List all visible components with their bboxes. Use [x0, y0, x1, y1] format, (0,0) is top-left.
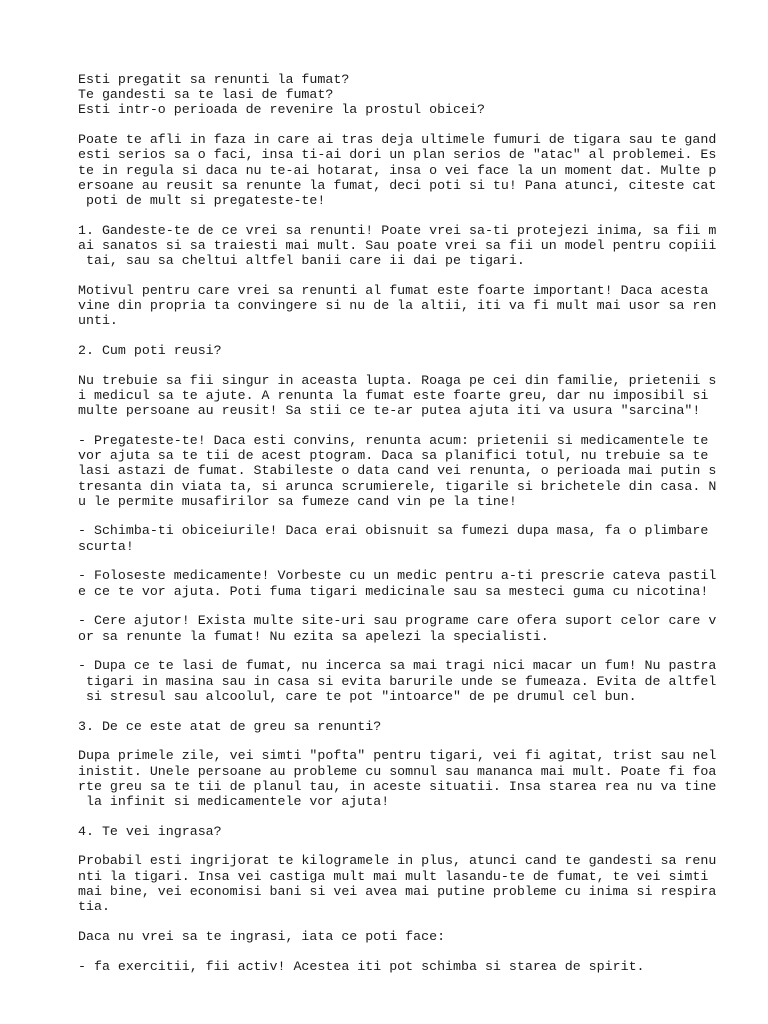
text-line: e ce te vor ajuta. Poti fuma tigari medicinale sau sa mesteci guma cu nicotina! — [78, 583, 709, 599]
text-line: mai bine, vei economisi bani si vei avea mai putine probleme cu inima si respira — [78, 883, 717, 899]
text-line: nti la tigari. Insa vei castiga mult mai mult lasandu-te de fumat, te vei simti — [78, 868, 709, 884]
text-line: Daca nu vrei sa te ingrasi, iata ce poti face: — [78, 928, 446, 944]
text-line: tresanta din viata ta, si arunca scrumierele, tigarile si brichetele din casa. N — [78, 478, 717, 494]
text-line: inistit. Unele persoane au probleme cu somnul sau mananca mai mult. Poate fi foa — [78, 763, 717, 779]
text-line: Te gandesti sa te lasi de fumat? — [78, 87, 334, 103]
text-line: unti. — [78, 313, 118, 329]
text-line: lasi astazi de fumat. Stabileste o data cand vei renunta, o perioada mai putin s — [78, 463, 717, 479]
paragraph — [78, 824, 758, 839]
document-body — [78, 72, 758, 988]
text-line: Motivul pentru care vrei sa renunti al fumat este foarte important! Daca acesta — [78, 282, 709, 298]
text-line: 2. Cum poti reusi? — [78, 343, 222, 358]
text-line: or sa renunte la fumat! Nu ezita sa apelezi la specialisti. — [78, 628, 549, 644]
text-line: - Schimba-ti obiceiurile! Daca erai obisnuit sa fumezi dupa masa, fa o plimbare — [78, 523, 709, 539]
paragraph — [78, 853, 758, 914]
text-line: tai, sau sa cheltui altfel banii care ii dai pe tigari. — [78, 253, 525, 269]
paragraph — [78, 373, 758, 419]
text-line: tigari in masina sau in casa si evita barurile unde se fumeaza. Evita de altfel — [78, 673, 717, 689]
text-line: - Pregateste-te! Daca esti convins, renunta acum: prietenii si medicamentele te — [78, 432, 709, 448]
text-line: esti serios sa o faci, insa ti-ai dori un plan serios de "atac" al problemei. Es — [78, 147, 717, 163]
text-line: 3. De ce este atat de greu sa renunti? — [78, 718, 382, 734]
paragraph — [78, 748, 758, 809]
text-line: multe persoane au reusit! Sa stii ce te-ar putea ajuta iti va usura "sarcina"! — [78, 403, 701, 419]
paragraph — [78, 658, 758, 704]
text-line: Nu trebuie sa fii singur in aceasta lupta. Roaga pe cei din familie, prietenii s — [78, 372, 717, 388]
text-line: te in regula si daca nu te-ai hotarat, insa o vei face la un moment dat. Multe p — [78, 162, 717, 178]
paragraph — [78, 433, 758, 509]
text-line: scurta! — [78, 538, 134, 554]
text-line: tia. — [78, 899, 110, 914]
text-line: ersoane au reusit sa renunte la fumat, deci poti si tu! Pana atunci, citeste cat — [78, 177, 717, 193]
paragraph — [78, 343, 758, 358]
text-line: - Foloseste medicamente! Vorbeste cu un medic pentru a-ti prescrie cateva pastil — [78, 568, 717, 584]
text-line: vor ajuta sa te tii de acest ptogram. Daca sa planifici totul, nu trebuie sa te — [78, 448, 709, 464]
text-line: - Cere ajutor! Exista multe site-uri sau programe care ofera suport celor care v — [78, 613, 717, 629]
text-line: ai sanatos si sa traiesti mai mult. Sau poate vrei sa fii un model pentru copiii — [78, 237, 717, 253]
text-line: - fa exercitii, fii activ! Acestea iti pot schimba si starea de spirit. — [78, 958, 645, 974]
paragraph — [78, 523, 758, 553]
paragraph — [78, 568, 758, 598]
text-line: Esti pregatit sa renunti la fumat? — [78, 72, 350, 87]
paragraph — [78, 283, 758, 329]
text-line: u le permite musafirilor sa fumeze cand vin pe la tine! — [78, 493, 517, 509]
text-line: si stresul sau alcoolul, care te pot "intoarce" de pe drumul cel bun. — [78, 688, 637, 704]
text-line: poti de mult si pregateste-te! — [78, 192, 326, 208]
text-line: Dupa primele zile, vei simti "pofta" pentru tigari, vei fi agitat, trist sau nel — [78, 748, 717, 764]
text-line: Probabil esti ingrijorat te kilogramele in plus, atunci cand te gandesti sa renu — [78, 853, 717, 869]
text-line: vine din propria ta convingere si nu de la altii, iti va fi mult mai usor sa ren — [78, 298, 717, 314]
paragraph — [78, 959, 758, 974]
text-line: rte greu sa te tii de planul tau, in aceste situatii. Insa starea rea nu va tine — [78, 778, 717, 794]
paragraph — [78, 223, 758, 269]
text-line: 1. Gandeste-te de ce vrei sa renunti! Poate vrei sa-ti protejezi inima, sa fii m — [78, 222, 717, 238]
text-line: i medicul sa te ajute. A renunta la fumat este foarte greu, dar nu imposibil si — [78, 387, 709, 403]
text-line: 4. Te vei ingrasa? — [78, 823, 222, 839]
paragraph — [78, 929, 758, 944]
paragraph — [78, 719, 758, 734]
text-line: la infinit si medicamentele vor ajuta! — [78, 793, 390, 809]
paragraph — [78, 72, 758, 118]
text-line: - Dupa ce te lasi de fumat, nu incerca sa mai tragi nici macar un fum! Nu pastra — [78, 658, 717, 674]
text-line: Poate te afli in faza in care ai tras deja ultimele fumuri de tigara sau te gand — [78, 132, 717, 148]
paragraph — [78, 132, 758, 208]
paragraph — [78, 613, 758, 643]
text-line: Esti intr-o perioada de revenire la prostul obicei? — [78, 102, 485, 118]
